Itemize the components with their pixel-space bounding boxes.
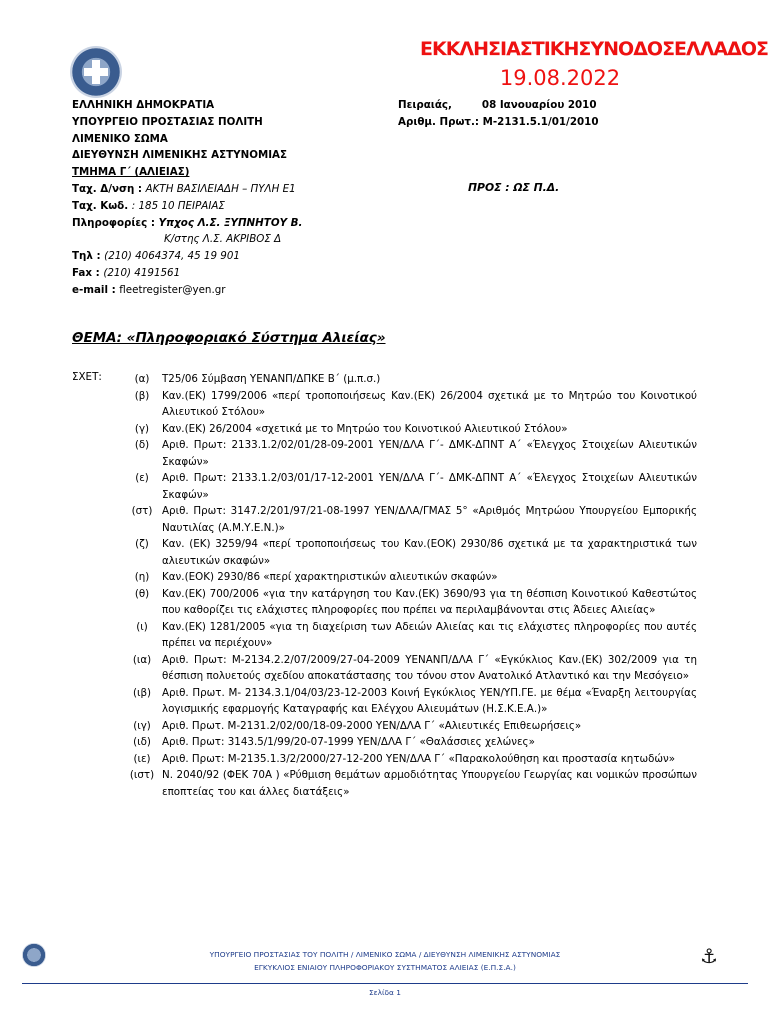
reference-text: Καν.(ΕΚ) 1281/2005 «για τη διαχείριση των Αδειών Αλιείας και τις ελάχιστες πληροφορίες που αυτές πρέπει να περιέχουν» — [162, 620, 697, 649]
reference-item — [122, 569, 697, 586]
reference-label: (ιστ) — [129, 769, 155, 781]
reference-text: Καν.(ΕΚ) 1799/2006 «περί τροποποιήσεως Καν.(ΕΚ) 26/2004 σχετικά με το Μητρώο του Κοινοτικού Αλιευτικού Στόλου» — [162, 389, 697, 418]
postcode-label: Ταχ. Κωδ. — [72, 199, 129, 212]
sender-block — [72, 97, 302, 299]
protocol-label: Αριθμ. Πρωτ.: — [398, 115, 480, 128]
reference-item — [122, 421, 697, 438]
footer-line-2: ΕΓΚΥΚΛΙΟΣ ΕΝΙΑΙΟΥ ΠΛΗΡΟΦΟΡΙΑΚΟΥ ΣΥΣΤΗΜΑΤΟΣ ΑΛΙΕΙΑΣ (Ε.Π.Σ.Α.) — [254, 963, 516, 972]
reference-label: (ιγ) — [133, 719, 151, 732]
reference-text: Αριθ. Πρωτ: 2133.1.2/02/01/28-09-2001 ΥΕΝ/ΔΛΑ Γ΄- ΔΜΚ-ΔΠΝΤ Α΄ «Έλεγχος Στοιχείων Αλιευτικών Σκαφών» — [162, 439, 697, 468]
stamp-header: ΕΚΚΛΗΣΙΑΣΤΙΚΗΣΥΝΟΔΟΣΕΛΛΑΔΟΣ — [420, 38, 768, 60]
fax-row — [72, 265, 302, 282]
reference-text: Αριθ. Πρωτ: Μ-2134.2.2/07/2009/27-04-2009 ΥΕΝΑΝΠ/ΔΛΑ Γ΄ «Εγκύκλιος Καν.(ΕΚ) 302/2009 για τη θέσπιση πολυετούς σχεδίου αποκατάστασης του τόνου στον Ανατολικό Ατλαντικό και την Μεσόγειο» — [162, 653, 697, 682]
footer-divider — [22, 983, 748, 984]
info-value-2: Κ/στης Λ.Σ. ΑΚΡΙΒΟΣ Δ — [164, 233, 282, 246]
sender-line: ΥΠΟΥΡΓΕΙΟ ΠΡΟΣΤΑΣΙΑΣ ΠΟΛΙΤΗ — [72, 115, 263, 128]
reference-item — [122, 652, 697, 685]
reference-item — [122, 751, 697, 768]
reference-text: Καν. (ΕΚ) 3259/94 «περί τροποποιήσεως του Καν.(ΕΟΚ) 2930/86 σχετικά με τα χαρακτηριστικά των αλιευτικών σκαφών» — [162, 538, 697, 567]
reference-label: (η) — [134, 571, 150, 583]
references-list — [122, 371, 697, 800]
reference-text: Αριθ. Πρωτ: 3147.2/201/97/21-08-1997 ΥΕΝ/ΔΛΑ/ΓΜΑΣ 5° «Αριθμός Μητρώου Υπουργείου Εμπορικής Ναυτιλίας (Α.Μ.Υ.Ε.Ν.)» — [162, 505, 697, 534]
reference-item — [122, 536, 697, 569]
reference-label: (ια) — [132, 653, 152, 666]
postcode-value: : 185 10 ΠΕΙΡΑΙΑΣ — [131, 199, 225, 212]
document-date: 08 Ιανουαρίου 2010 — [481, 99, 597, 111]
info-label: Πληροφορίες : — [72, 216, 155, 229]
reference-text: Αριθ. Πρωτ. Μ-2131.2/02/00/18-09-2000 ΥΕΝ/ΔΛΑ Γ΄ «Αλιευτικές Επιθεωρήσεις» — [162, 719, 582, 732]
reference-text: Τ25/06 Σύμβαση ΥΕΝΑΝΠ/ΔΠΚΕ Β΄ (μ.π.σ.) — [162, 373, 381, 385]
sender-line: ΔΙΕΥΘΥΝΣΗ ΛΙΜΕΝΙΚΗΣ ΑΣΤΥΝΟΜΙΑΣ — [72, 149, 288, 162]
reference-label: (ε) — [135, 472, 149, 484]
reference-item — [122, 371, 697, 388]
reference-item — [122, 767, 697, 800]
fax-value: (210) 4191561 — [103, 266, 181, 279]
reference-text: Αριθ. Πρωτ: 3143.5/1/99/20-07-1999 ΥΕΝ/ΔΛΑ Γ΄ «Θαλάσσιες χελώνες» — [162, 736, 535, 748]
reference-item — [122, 685, 697, 718]
reference-label: (ιδ) — [133, 736, 151, 748]
address-value: ΑΚΤΗ ΒΑΣΙΛΕΙΑΔΗ – ΠΥΛΗ Ε1 — [145, 182, 296, 195]
references-label: ΣΧΕΤ: — [72, 371, 102, 383]
reference-label: (ζ) — [135, 538, 149, 550]
reference-item — [122, 718, 697, 735]
document-meta — [398, 97, 598, 131]
address-label: Ταχ. Δ/νση : — [72, 182, 143, 195]
postcode-row — [72, 198, 302, 215]
footer-line-1: ΥΠΟΥΡΓΕΙΟ ΠΡΟΣΤΑΣΙΑΣ ΤΟΥ ΠΟΛΙΤΗ / ΛΙΜΕΝΙΚΟ ΣΩΜΑ / ΔΙΕΥΘΥΝΣΗ ΛΙΜΕΝΙΚΗΣ ΑΣΤΥΝΟΜΙΑΣ — [209, 950, 561, 959]
reference-item — [122, 437, 697, 470]
reference-label: (ιε) — [133, 752, 151, 765]
reference-item — [122, 470, 697, 503]
tel-value: (210) 4064374, 45 19 901 — [104, 250, 240, 263]
subject-title: ΘΕΜΑ: «Πληροφοριακό Σύστημα Αλιείας» — [72, 330, 386, 346]
reference-item — [122, 734, 697, 751]
greek-emblem-icon — [70, 46, 122, 98]
reference-item — [122, 503, 697, 536]
reference-text: Αριθ. Πρωτ. Μ- 2134.3.1/04/03/23-12-2003 Κοινή Εγκύκλιος ΥΕΝ/ΥΠ.ΓΕ. με θέμα «Έναρξη λειτουργίας λογισμικής εφαρμογής Καταγραφής και Ελέγχου Αλιευμάτων (Η.Σ.Κ.Ε.Α.)» — [162, 686, 697, 715]
reference-item — [122, 388, 697, 421]
reference-label: (στ) — [131, 505, 153, 517]
tel-row — [72, 248, 302, 265]
email-value[interactable]: fleetregister@yen.gr — [119, 283, 226, 296]
page-number: Σελίδα 1 — [369, 988, 401, 997]
tel-label: Τηλ : — [72, 250, 101, 263]
sender-department: ΤΜΗΜΑ Γ΄ (ΑΛΙΕΙΑΣ) — [72, 166, 190, 179]
reference-text: Αριθ. Πρωτ: Μ-2135.1.3/2/2000/27-12-200 ΥΕΝ/ΔΛΑ Γ΄ «Παρακολούθηση και προστασία κητωδών» — [162, 752, 676, 765]
sender-line: ΛΙΜΕΝΙΚΟ ΣΩΜΑ — [72, 132, 168, 145]
reference-text: Ν. 2040/92 (ΦΕΚ 70Α ) «Ρύθμιση θεμάτων αρμοδιότητας Υπουργείου Γεωργίας και νομικών προσώπων εποπτείας του και άλλες διατάξεις» — [162, 769, 697, 798]
reference-label: (β) — [134, 389, 150, 402]
reference-item — [122, 619, 697, 652]
reference-text: Καν.(ΕΚ) 700/2006 «για την κατάργηση του Καν.(ΕΚ) 3690/93 για τη θέσπιση Κοινοτικού Καθεστώτος που καθορίζει τις ελάχιστες πληροφορίες που πρέπει να περιλαμβάνονται στις Άδειες Αλιείας» — [162, 587, 697, 616]
reference-label: (ιβ) — [132, 686, 152, 699]
stamp-date: 19.08.2022 — [499, 66, 621, 90]
reference-label: (ι) — [136, 620, 148, 633]
protocol-number: Μ-2131.5.1/01/2010 — [482, 115, 599, 128]
recipient: ΠΡΟΣ : ΩΣ Π.Δ. — [468, 181, 560, 194]
reference-text: Καν.(ΕΟΚ) 2930/86 «περί χαρακτηριστικών αλιευτικών σκαφών» — [162, 571, 498, 583]
fax-label: Fax : — [72, 266, 100, 279]
reference-label: (θ) — [134, 587, 150, 600]
email-row — [72, 282, 302, 299]
reference-text: Αριθ. Πρωτ: 2133.1.2/03/01/17-12-2001 ΥΕΝ/ΔΛΑ Γ΄- ΔΜΚ-ΔΠΝΤ Α΄ «Έλεγχος Στοιχείων Αλιευτικών Σκαφών» — [162, 472, 697, 501]
place: Πειραιάς, — [398, 99, 452, 111]
sender-line: ΕΛΛΗΝΙΚΗ ΔΗΜΟΚΡΑΤΙΑ — [72, 99, 215, 111]
reference-text: Καν.(ΕΚ) 26/2004 «σχετικά με το Μητρώο του Κοινοτικού Αλιευτικού Στόλου» — [162, 422, 568, 435]
address-row — [72, 181, 302, 198]
reference-label: (α) — [134, 373, 150, 385]
info-row — [72, 215, 302, 232]
info-value: Υπχος Λ.Σ. ΞΥΠΝΗΤΟΥ Β. — [158, 216, 303, 229]
email-label: e-mail : — [72, 283, 116, 296]
reference-item — [122, 586, 697, 619]
reference-label: (γ) — [134, 422, 150, 435]
reference-label: (δ) — [134, 439, 150, 451]
anchor-icon: ⚓ — [700, 944, 718, 968]
